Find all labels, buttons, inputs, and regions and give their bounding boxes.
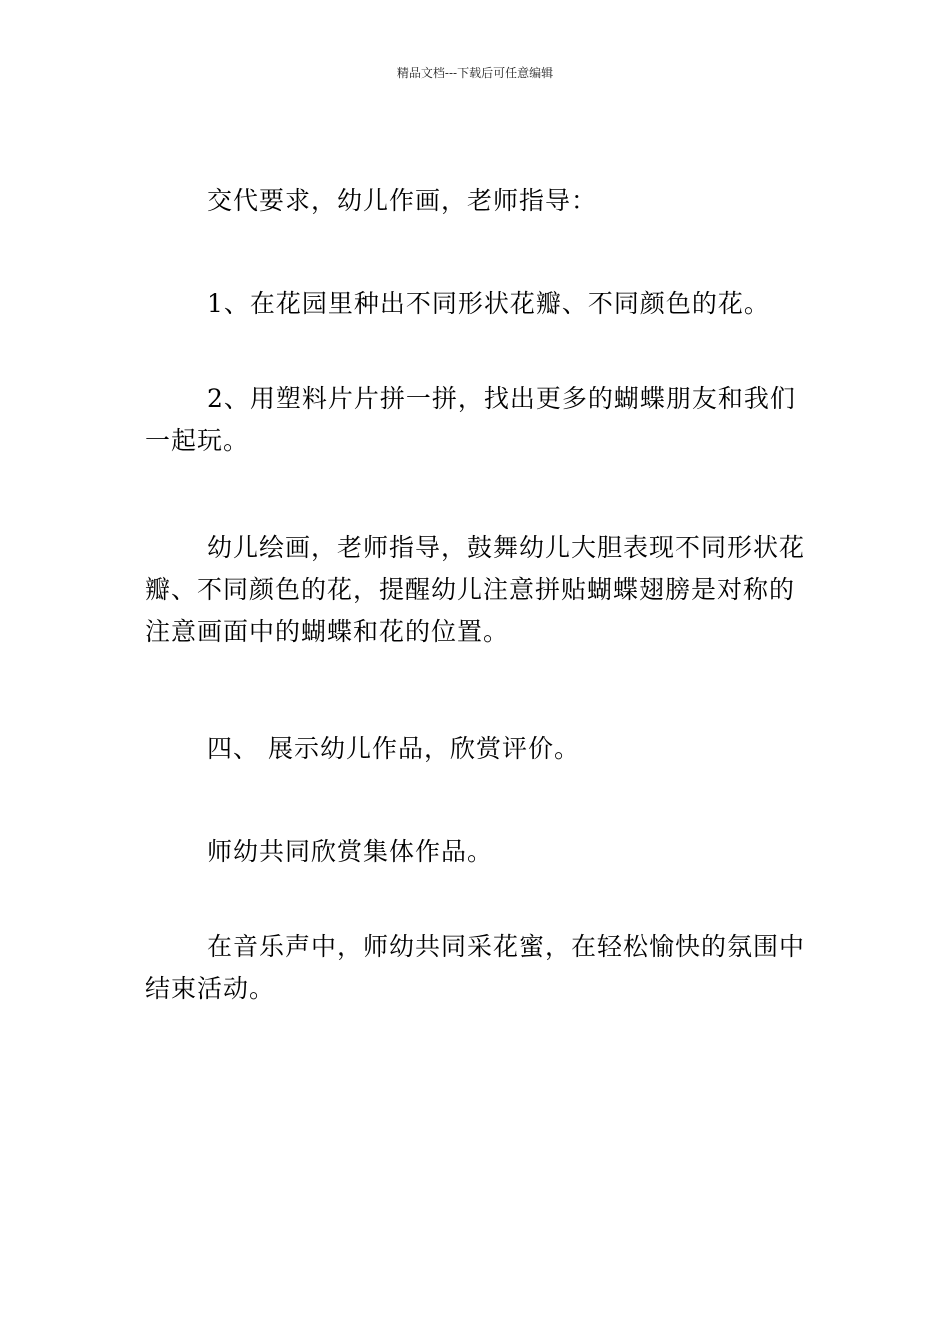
paragraph-step-2: 2、用塑料片片拼一拼，找出更多的蝴蝶朋友和我们一起玩。 bbox=[145, 384, 796, 455]
paragraph-step-1: 1、在花园里种出不同形状花瓣、不同颜色的花。 bbox=[207, 289, 770, 318]
paragraph-section-four: 四、 展示幼儿作品，欣赏评价。 bbox=[207, 734, 580, 763]
paragraph-ending: 在音乐声中，师幼共同采花蜜，在轻松愉快的氛围中结束活动。 bbox=[145, 932, 806, 1003]
paragraph-instructions: 交代要求，幼儿作画，老师指导： bbox=[207, 186, 598, 215]
paragraph-appreciation: 师幼共同欣赏集体作品。 bbox=[207, 837, 494, 866]
paragraph-drawing-guidance: 幼儿绘画，老师指导，鼓舞幼儿大胆表现不同形状花瓣、不同颜色的花，提醒幼儿注意拼贴蝴蝶翅膀是对称的注意画面中的蝴蝶和花的位置。 bbox=[145, 533, 806, 646]
page-header: 精品文档---下载后可任意编辑 bbox=[396, 66, 554, 80]
